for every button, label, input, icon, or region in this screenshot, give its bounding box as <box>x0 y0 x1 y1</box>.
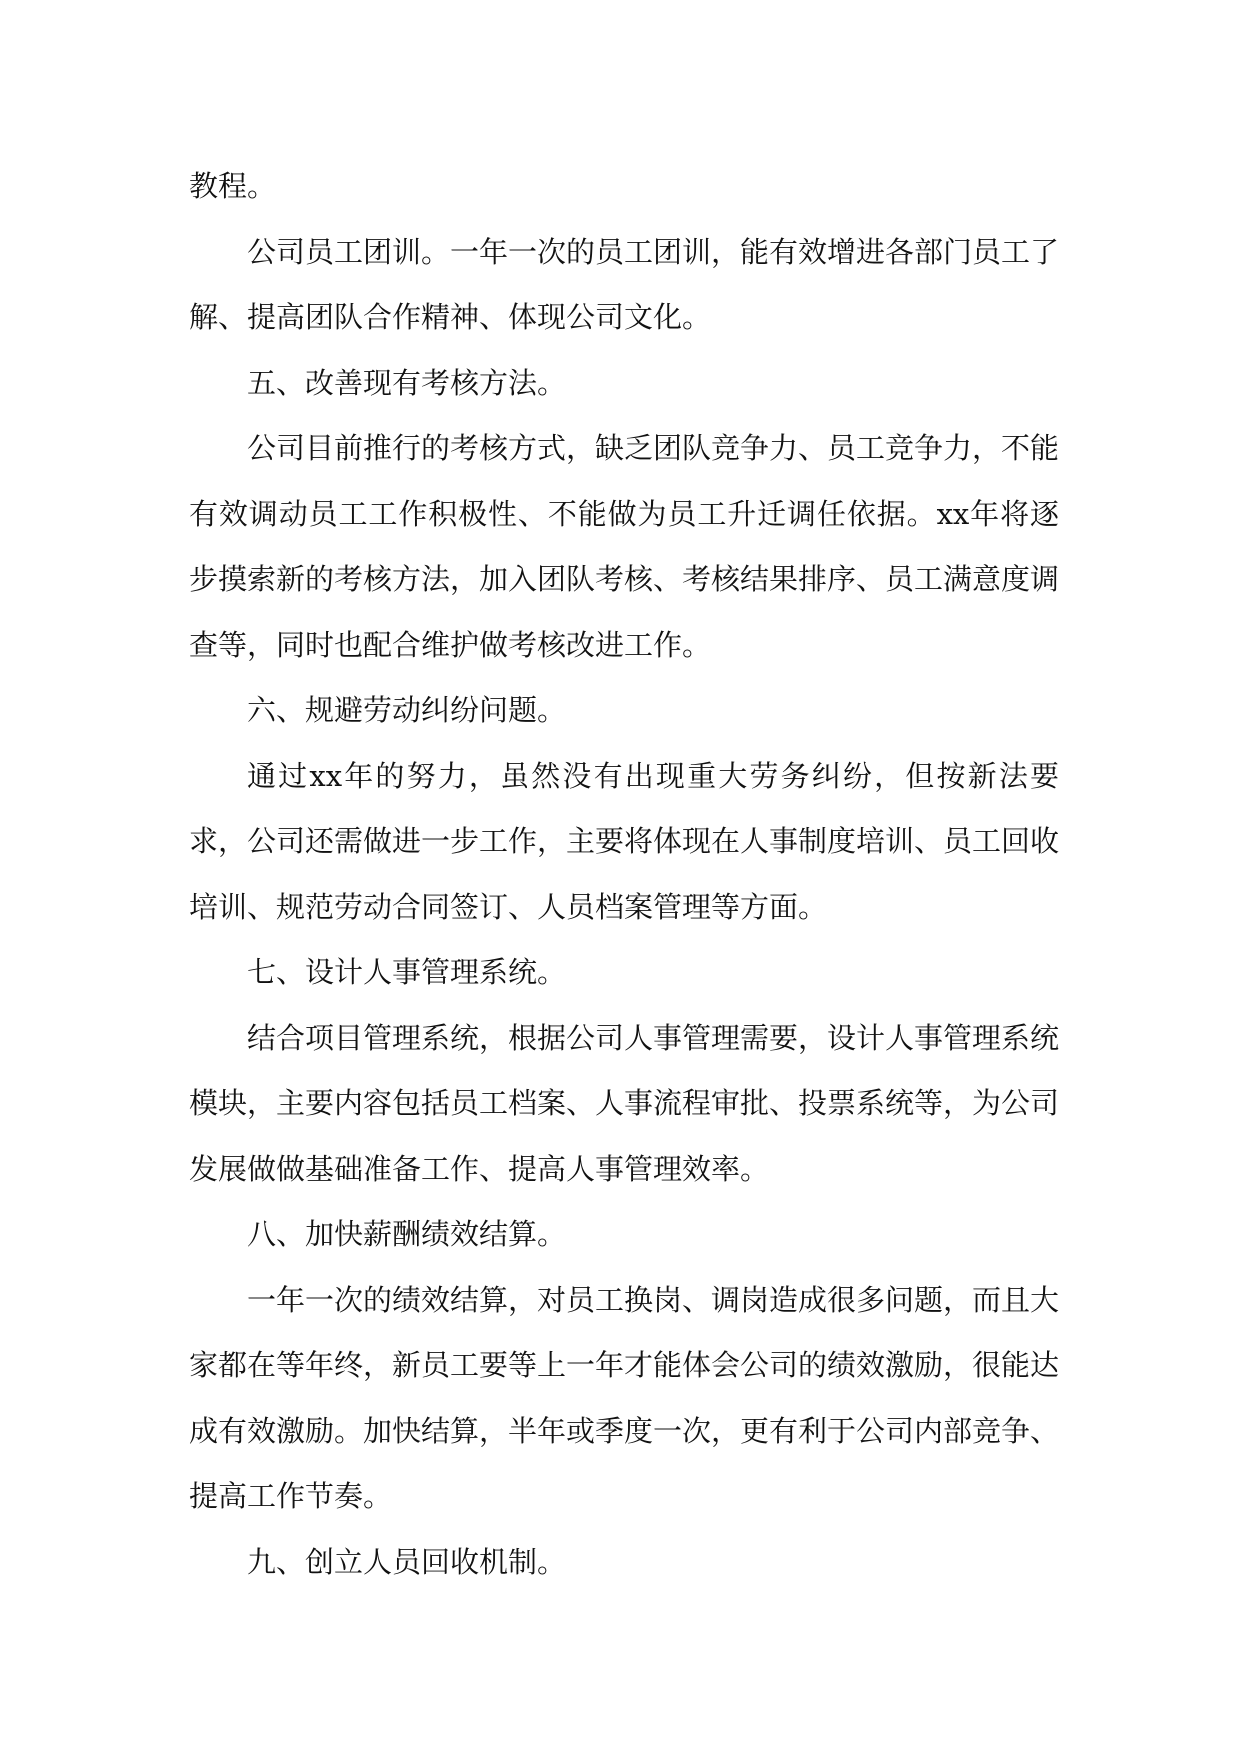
document-body <box>189 154 1059 1595</box>
paragraph-team-training: 公司员工团训。一年一次的员工团训，能有效增进各部门员工了解、提高团队合作精神、体现公司文化。 <box>189 234 1060 334</box>
section-heading-7: 七、设计人事管理系统。 <box>247 955 567 989</box>
paragraph-performance-settlement: 一年一次的绩效结算，对员工换岗、调岗造成很多问题，而且大家都在等年终，新员工要等上一年才能体会公司的绩效激励，很能达成有效激励。加快结算，半年或季度一次，更有利于公司内部竞争、提高工作节奏。 <box>189 1282 1060 1513</box>
section-heading-9: 九、创立人员回收机制。 <box>247 1544 567 1579</box>
paragraph-labor-disputes: 通过xx年的努力，虽然没有出现重大劳务纠纷，但按新法要求，公司还需做进一步工作，主要将体现在人事制度培训、员工回收培训、规范劳动合同签订、人员档案管理等方面。 <box>189 758 1060 924</box>
paragraph-assessment: 公司目前推行的考核方式，缺乏团队竞争力、员工竞争力，不能有效调动员工工作积极性、不能做为员工升迁调任依据。xx年将逐步摸索新的考核方法，加入团队考核、考核结果排序、员工满意度调查等，同时也配合维护做考核改进工作。 <box>189 431 1060 662</box>
section-heading-8: 八、加快薪酬绩效结算。 <box>247 1217 567 1251</box>
paragraph-continuation: 教程。 <box>189 169 277 203</box>
paragraph-hr-system: 结合项目管理系统，根据公司人事管理需要，设计人事管理系统模块，主要内容包括员工档案、人事流程审批、投票系统等，为公司发展做做基础准备工作、提高人事管理效率。 <box>189 1020 1060 1186</box>
section-heading-5: 五、改善现有考核方法。 <box>247 365 567 400</box>
section-heading-6: 六、规避劳动纠纷问题。 <box>247 693 567 727</box>
